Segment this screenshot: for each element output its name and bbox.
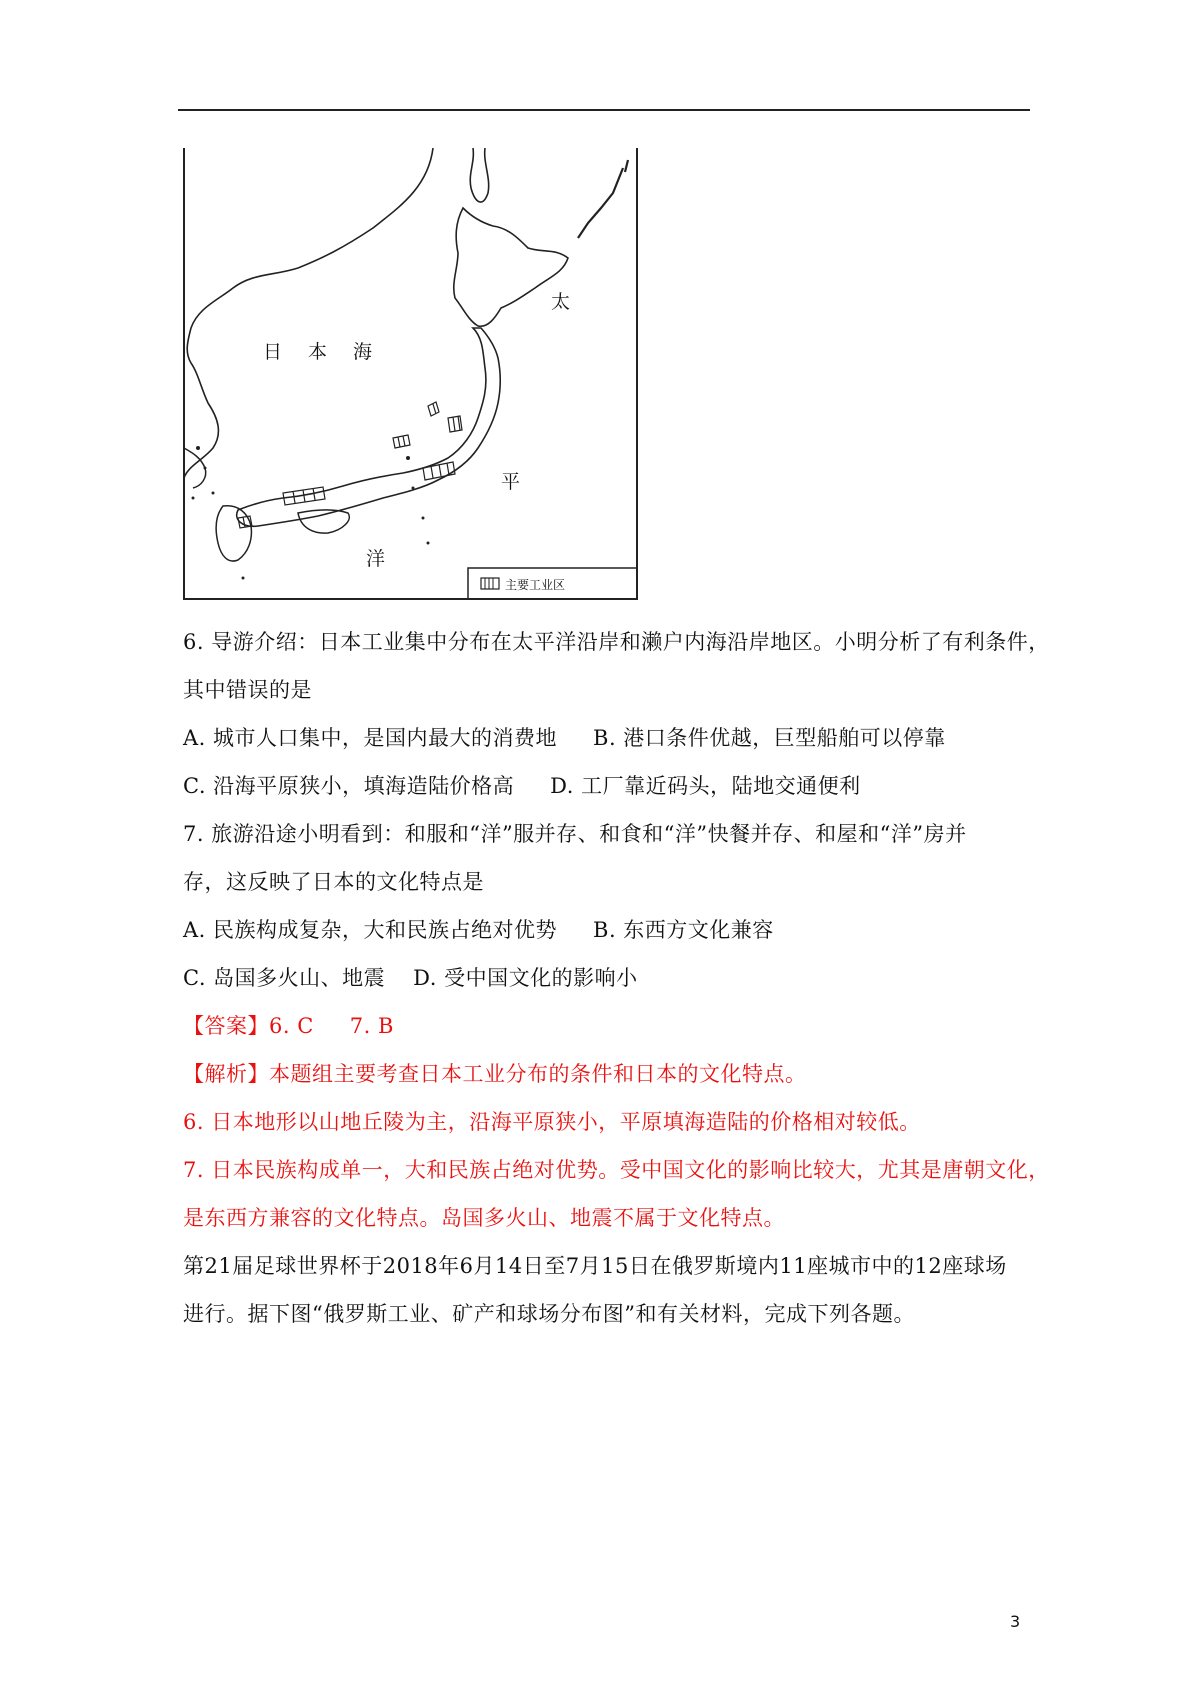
sea-label-3: 海	[353, 341, 373, 363]
q6-options-ab	[183, 726, 1043, 750]
q7-option-d: D. 受中国文化的影响小	[413, 966, 638, 990]
analysis-q7-line1: 7. 日本民族构成单一，大和民族占绝对优势。受中国文化的影响比较大，尤其是唐朝文化，	[183, 1158, 1050, 1182]
sakhalin-coastline	[470, 148, 488, 202]
japan-industry-map	[183, 148, 638, 600]
q7-option-c: C. 岛国多火山、地震	[183, 966, 386, 990]
q6-options-cd	[183, 774, 1043, 798]
sea-label-1: 日	[263, 341, 283, 363]
q7-options-ab	[183, 918, 1043, 942]
header-rule	[178, 109, 1030, 111]
ocean-label-2: 平	[501, 471, 521, 493]
analysis-q7-line2: 是东西方兼容的文化特点。岛国多火山、地震不属于文化特点。	[183, 1206, 785, 1230]
q6-option-c: C. 沿海平原狭小，填海造陆价格高	[183, 774, 515, 798]
legend-swatch	[481, 578, 499, 589]
analysis-intro: 本题组主要考查日本工业分布的条件和日本的文化特点。	[269, 1062, 807, 1086]
shikoku-coastline	[298, 510, 349, 533]
map-svg	[183, 148, 638, 600]
question-content	[183, 630, 1050, 1350]
answer-line	[183, 1014, 1043, 1038]
answer-q7: 7. B	[349, 1014, 394, 1038]
q6-stem-line2: 其中错误的是	[183, 678, 312, 702]
answer-label: 【答案】	[183, 1014, 269, 1038]
q7-stem-line1: 7. 旅游沿途小明看到：和服和“洋”服并存、和食和“洋”快餐并存、和屋和“洋”房并	[183, 822, 967, 846]
industrial-zones	[238, 402, 462, 528]
q6-stem-line1: 6. 导游介绍：日本工业集中分布在太平洋沿岸和濑户内海沿岸地区。小明分析了有利条件，	[183, 630, 1050, 654]
kyushu-coastline	[216, 506, 251, 561]
map-legend	[468, 568, 638, 600]
ocean-label-3: 洋	[366, 548, 386, 570]
page-number: 3	[1010, 1612, 1021, 1631]
answer-q6: 6. C	[269, 1014, 314, 1038]
analysis-label: 【解析】	[183, 1062, 269, 1086]
q7-stem-line2: 存，这反映了日本的文化特点是	[183, 870, 484, 894]
korea-coastline	[184, 448, 206, 488]
sea-label-2: 本	[308, 341, 328, 363]
ocean-label-1: 太	[551, 291, 571, 313]
q7-options-cd	[183, 966, 1043, 990]
q7-option-b: B. 东西方文化兼容	[593, 918, 774, 942]
q6-option-b: B. 港口条件优越，巨型船舶可以停靠	[593, 726, 946, 750]
analysis-intro-line	[183, 1062, 1043, 1086]
q6-option-a: A. 城市人口集中，是国内最大的消费地	[183, 726, 558, 750]
analysis-q6: 6. 日本地形以山地丘陵为主，沿海平原狭小，平原填海造陆的价格相对较低。	[183, 1110, 921, 1134]
kuril-islands	[578, 160, 628, 238]
q6-option-d: D. 工厂靠近码头，陆地交通便利	[550, 774, 861, 798]
q7-option-a: A. 民族构成复杂，大和民族占绝对优势	[183, 918, 558, 942]
mainland-coastline	[184, 148, 433, 478]
legend-label: 主要工业区	[505, 578, 566, 592]
next-group-line1: 第21届足球世界杯于2018年6月14日至7月15日在俄罗斯境内11座城市中的12座球场	[183, 1254, 1007, 1278]
next-group-line2: 进行。据下图“俄罗斯工业、矿产和球场分布图”和有关材料，完成下列各题。	[183, 1302, 915, 1326]
